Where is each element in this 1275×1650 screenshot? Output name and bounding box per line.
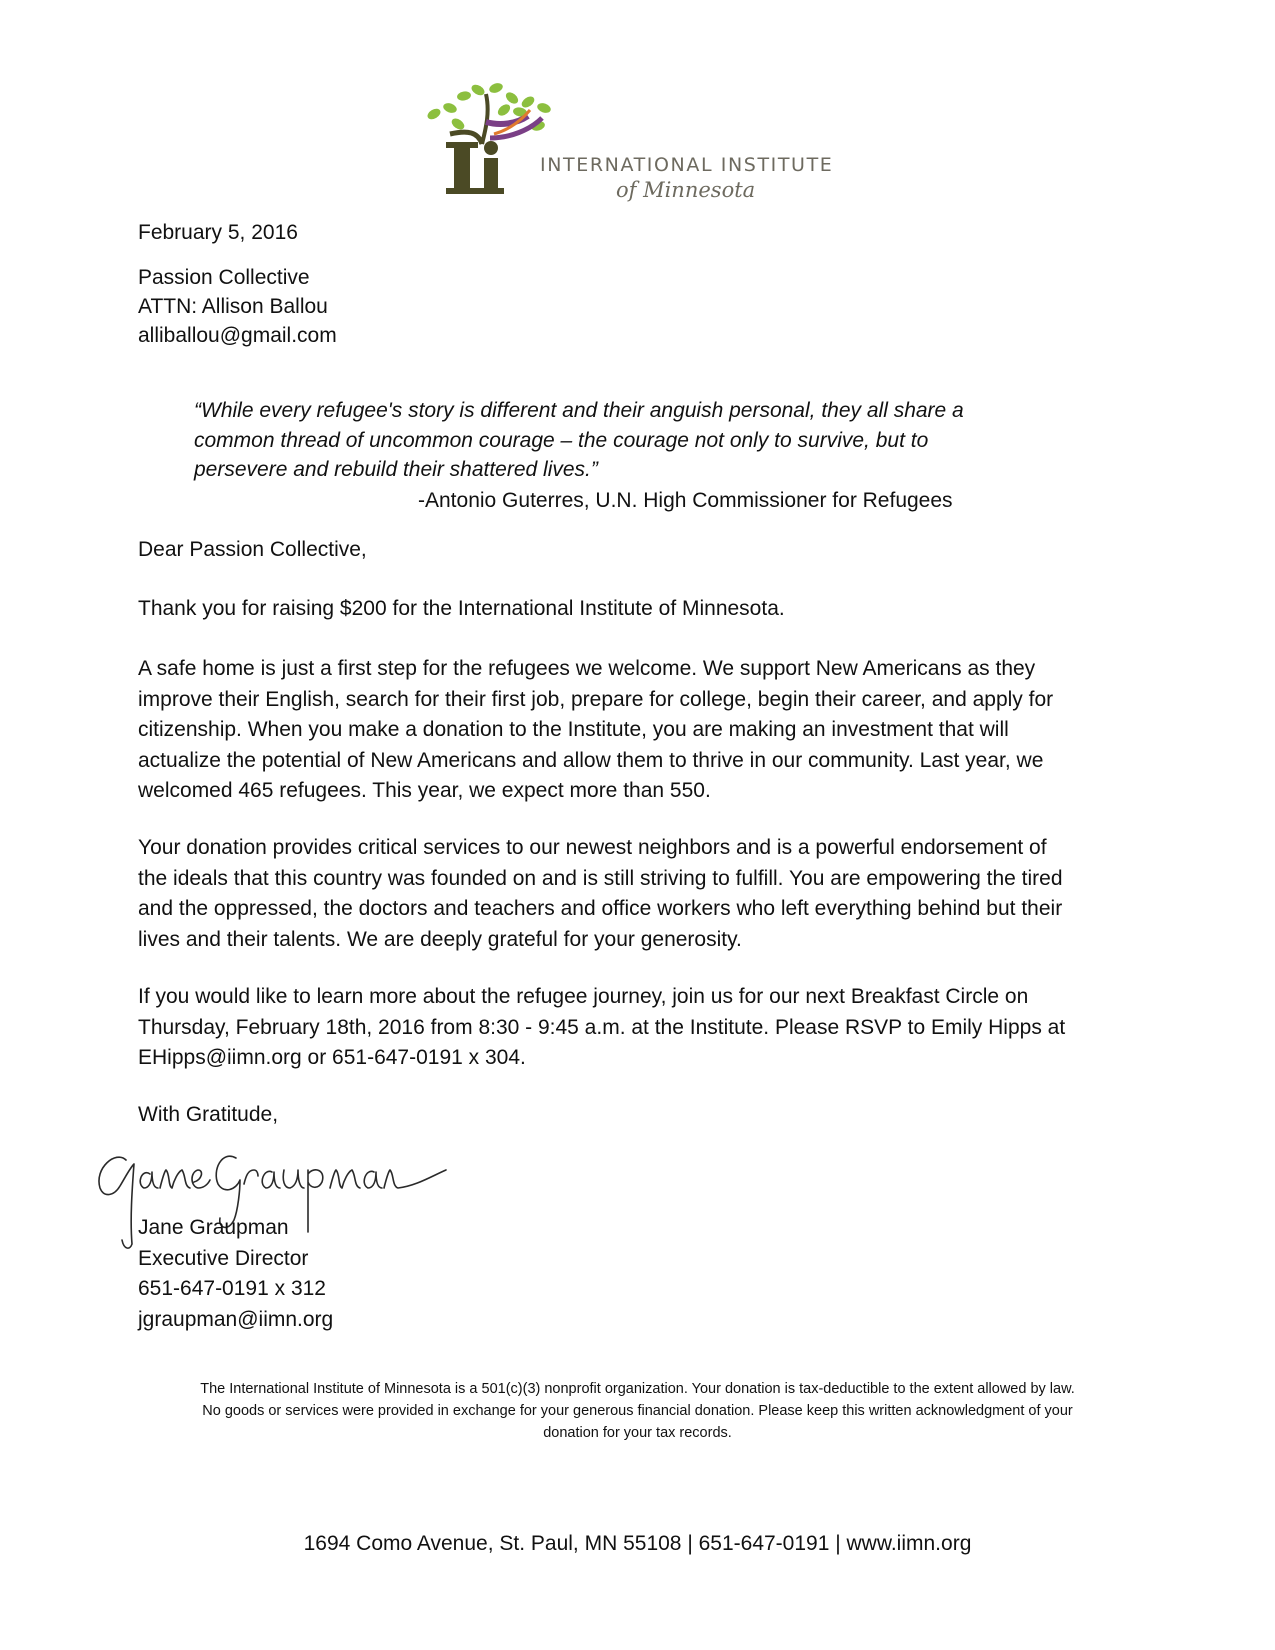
closing: With Gratitude,	[138, 1103, 279, 1126]
paragraph-line: welcomed 465 refugees. This year, we expect more than 550.	[138, 779, 711, 802]
body-paragraph-3	[138, 833, 1158, 955]
quote-attribution: -Antonio Guterres, U.N. High Commissioner for Refugees	[418, 489, 953, 512]
paragraph-line: and the oppressed, the doctors and teachers and office workers who left everything behind but their	[138, 897, 1063, 920]
paragraph-line: If you would like to learn more about the refugee journey, join us for our next Breakfast Circle on	[138, 985, 1029, 1008]
opening-quote	[194, 396, 964, 485]
paragraph-line: Thursday, February 18th, 2016 from 8:30 - 9:45 a.m. at the Institute. Please RSVP to Emily Hipps at	[138, 1015, 1066, 1039]
signer-name: Jane Graupman	[138, 1216, 289, 1239]
logo-leaf	[520, 94, 537, 109]
recipient-email: alliballou@gmail.com	[138, 324, 337, 347]
recipient-name: Passion Collective	[138, 266, 310, 289]
body-paragraph-2	[138, 654, 1158, 807]
quote-line: “While every refugee's story is different and their anguish personal, they all share a	[194, 399, 964, 422]
salutation: Dear Passion Collective,	[138, 538, 367, 561]
logo-leaf	[536, 101, 552, 114]
body-paragraph-1	[138, 594, 1158, 625]
logo-leaf	[456, 90, 471, 101]
paragraph-line: Thank you for raising $200 for the International Institute of Minnesota.	[138, 597, 785, 620]
signer-email: jgraupman@iimn.org	[138, 1307, 334, 1331]
disclaimer-line: No goods or services were provided in exchange for your generous financial donation. Please keep this written acknowledgment of your	[202, 1403, 1073, 1419]
paragraph-line: lives and their talents. We are deeply grateful for your generosity.	[138, 927, 742, 951]
quote-line: common thread of uncommon courage – the courage not only to survive, but to	[194, 428, 929, 452]
org-subtitle: of Minnesota	[616, 178, 756, 202]
paragraph-line: citizenship. When you make a donation to the Institute, you are making an investment that will	[138, 718, 1009, 741]
paragraph-line: A safe home is just a first step for the refugees we welcome. We support New Americans as they	[138, 657, 1036, 680]
logo-leaf	[426, 107, 443, 122]
paragraph-line: Your donation provides critical services to our newest neighbors and is a powerful endorsement of	[138, 836, 1047, 859]
logo-leaf	[488, 82, 504, 95]
logo-leaf	[496, 102, 513, 118]
logo-leaf	[470, 83, 487, 98]
org-name: INTERNATIONAL INSTITUTE	[540, 154, 834, 176]
disclaimer-line: donation for your tax records.	[543, 1425, 732, 1441]
disclaimer-line: The International Institute of Minnesota is a 501(c)(3) nonprofit organization. Your donation is tax-deductible to the extent allowed by law.	[200, 1381, 1075, 1397]
tree-logo-icon	[420, 82, 570, 212]
signer-title: Executive Director	[138, 1246, 309, 1270]
logo-leaf	[450, 116, 467, 131]
signer-phone: 651-647-0191 x 312	[138, 1277, 326, 1300]
tax-disclaimer	[130, 1378, 1145, 1444]
logo-leaf	[504, 90, 521, 106]
paragraph-line: actualize the potential of New Americans and allow them to thrive in our community. Last year, we	[138, 748, 1044, 772]
body-paragraph-4	[138, 982, 1158, 1074]
recipient-attn: ATTN: Allison Ballou	[138, 295, 328, 318]
paragraph-line: EHipps@iimn.org or 651-647-0191 x 304.	[138, 1046, 526, 1069]
footer-address: 1694 Como Avenue, St. Paul, MN 55108 | 651-647-0191 | www.iimn.org	[303, 1532, 972, 1555]
paragraph-line: the ideals that this country was founded on and is still striving to fulfill. You are empowering the tired	[138, 866, 1063, 890]
quote-line: persevere and rebuild their shattered lives.”	[194, 458, 598, 481]
letterhead-logo	[420, 82, 850, 212]
signer-block	[138, 1213, 333, 1335]
letter-date: February 5, 2016	[138, 221, 298, 244]
paragraph-line: improve their English, search for their first job, prepare for college, begin their career, and apply for	[138, 687, 1054, 711]
logo-leaf	[442, 101, 458, 114]
